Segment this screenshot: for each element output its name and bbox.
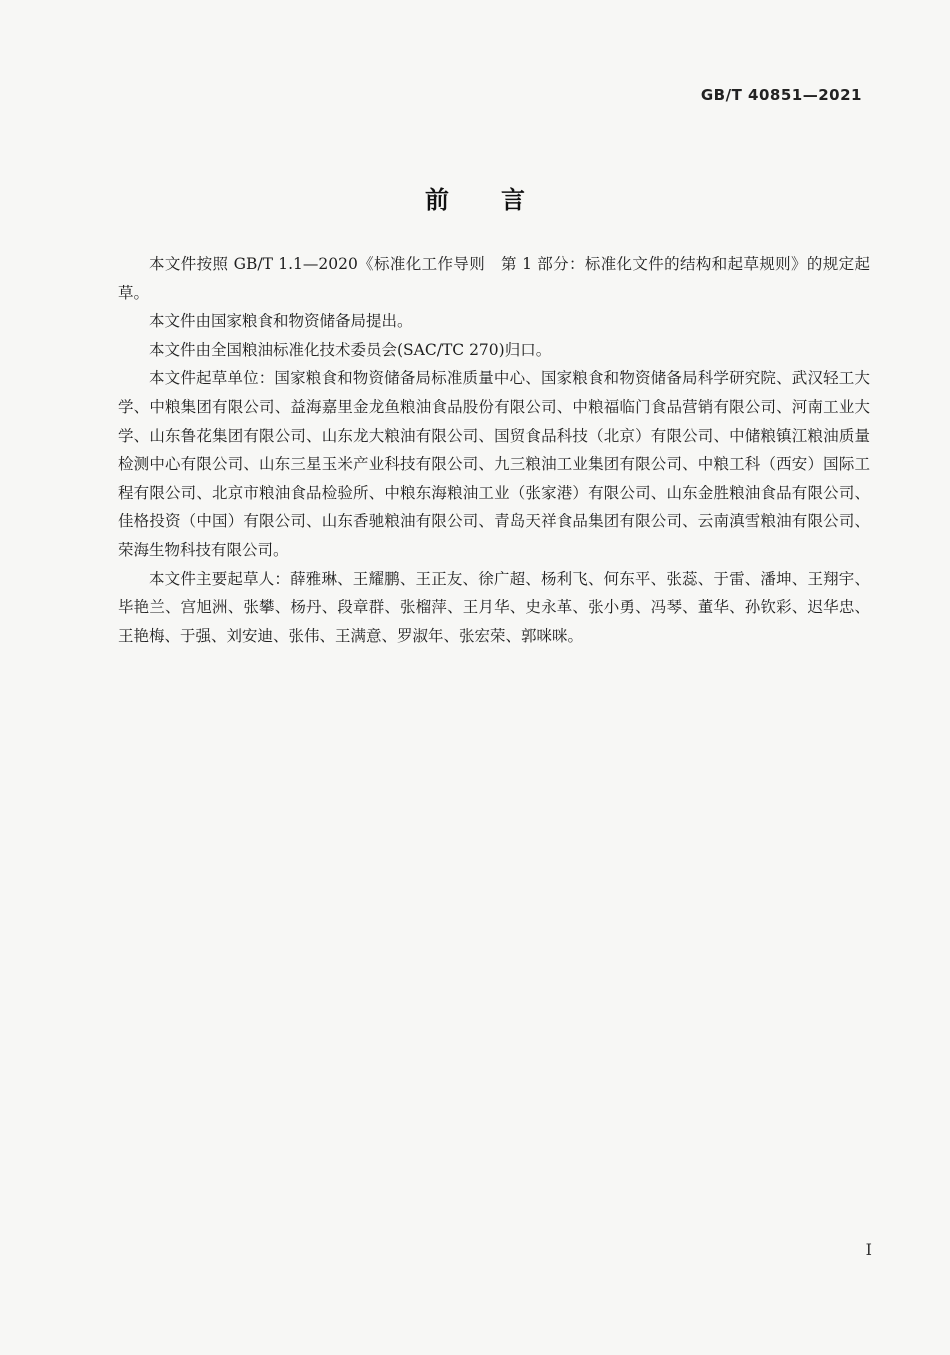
paragraph-drafting-units: 本文件起草单位：国家粮食和物资储备局标准质量中心、国家粮食和物资储备局科学研究院、武汉轻工大学、中粮集团有限公司、益海嘉里金龙鱼粮油食品股份有限公司、中粮福临门食品营销有限公司、河南工业大学、山东鲁花集团有限公司、山东龙大粮油有限公司、国贸食品科技（北京）有限公司、中储粮镇江粮油质量检测中心有限公司、山东三星玉米产业科技有限公司、九三粮油工业集团有限公司、中粮工科（西安）国际工程有限公司、北京市粮油食品检验所、中粮东海粮油工业（张家港）有限公司、山东金胜粮油食品有限公司、佳格投资（中国）有限公司、山东香驰粮油有限公司、青岛天祥食品集团有限公司、云南滇雪粮油有限公司、荣海生物科技有限公司。 <box>118 369 870 559</box>
paragraph-drafting-rules: 本文件按照 GB/T 1.1—2020《标准化工作导则 第 1 部分：标准化文件的结构和起草规则》的规定起草。 <box>118 255 870 302</box>
standard-code: GB/T 40851—2021 <box>700 86 862 104</box>
preface-body <box>118 250 870 650</box>
paragraph-committee: 本文件由全国粮油标准化技术委员会(SAC/TC 270)归口。 <box>149 340 552 359</box>
page-number: I <box>865 1240 872 1259</box>
paragraph-proposer: 本文件由国家粮食和物资储备局提出。 <box>149 312 413 331</box>
page-title: 前言 <box>425 186 577 214</box>
paragraph-drafters: 本文件主要起草人：薛雅琳、王耀鹏、王正友、徐广超、杨利飞、何东平、张蕊、于雷、潘坤、王翔宇、毕艳兰、宫旭洲、张攀、杨丹、段章群、张榴萍、王月华、史永革、张小勇、冯琴、董华、孙钦彩、迟华忠、王艳梅、于强、刘安迪、张伟、王满意、罗淑年、张宏荣、郭咪咪。 <box>118 569 870 645</box>
